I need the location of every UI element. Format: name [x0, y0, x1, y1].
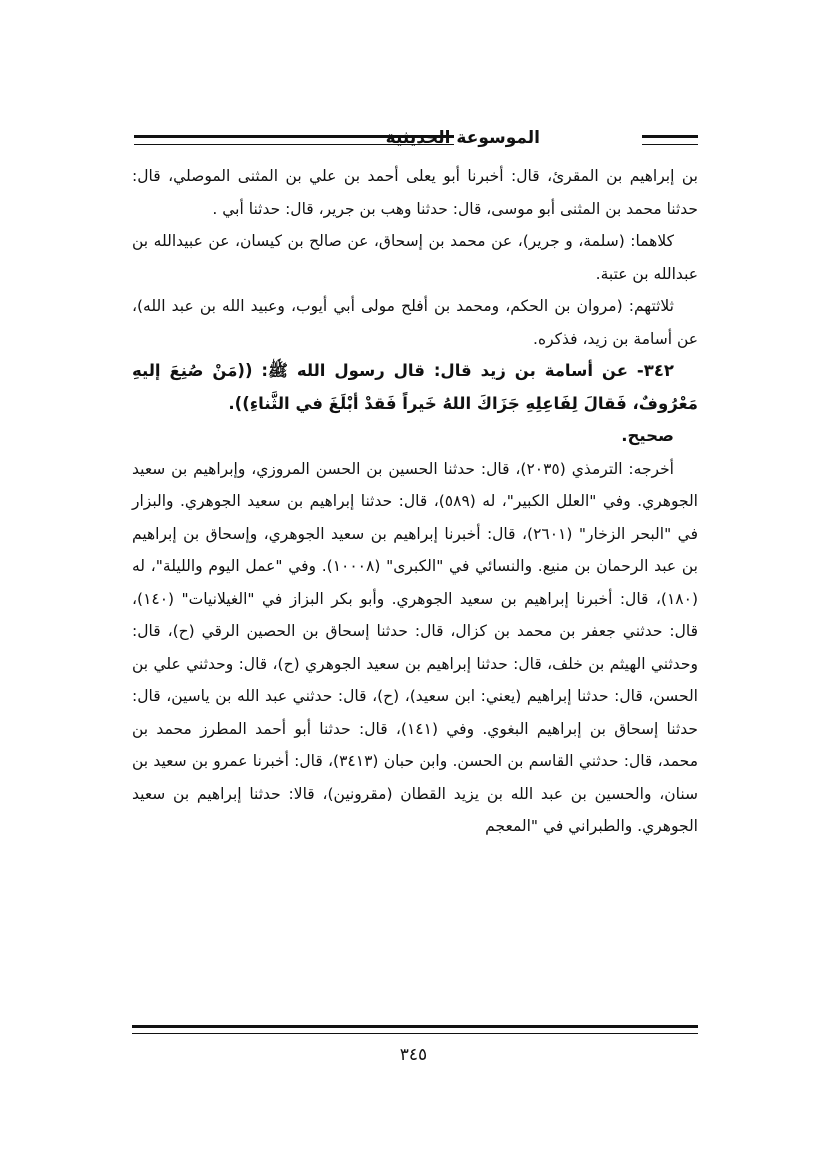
header-rule-left: [134, 135, 454, 145]
footer-rule: [132, 1025, 698, 1034]
hadith-text: ٣٤٢- عن أسامة بن زيد قال: قال رسول الله ﷺ: ((مَنْ صُنِعَ إليهِ مَعْرُوفٌ، فَقالَ لِفَاعِلِهِ جَزَاكَ اللهُ خَيراً فَقدْ أبْلَغَ في الثَّناءِ)).: [132, 361, 698, 413]
paragraph-both-chains: كلاهما: (سلمة، و جرير)، عن محمد بن إسحاق، عن صالح بن كيسان، عن عبيدالله بن عبدالله بن عتبة.: [132, 232, 698, 283]
page-number: ٣٤٥: [399, 1045, 428, 1065]
paragraph-three-narrators: ثلاثتهم: (مروان بن الحكم، ومحمد بن أفلح مولى أبي أيوب، وعبيد الله بن عبد الله)، عن أسامة بن زيد، فذكره.: [132, 297, 698, 348]
paragraph-chain-continuation: بن إبراهيم بن المقرئ، قال: أخبرنا أبو يعلى أحمد بن علي بن المثنى الموصلي، قال: حدثنا محمد بن المثنى أبو موسى، قال: حدثنا وهب بن جرير، قال: حدثنا أبي .: [132, 167, 698, 218]
paragraph-takhrij: أخرجه: الترمذي (٢٠٣٥)، قال: حدثنا الحسين بن الحسن المروزي، وإبراهيم بن سعيد الجوهري. وفي "العلل الكبير"، له (٥٨٩)، قال: حدثنا إبراهيم بن سعيد الجوهري. والبزار في "البحر الزخار" (٢٦٠١)، قال: أخبرنا إبراهيم بن سعيد الجوهري، وإسحاق بن إبراهيم بن عبد الرحمان بن منيع. والنسائي في "الكبرى" (١٠٠٠٨). وفي "عمل اليوم والليلة"، له (١٨٠)، قال: أخبرنا إبراهيم بن سعيد الجوهري. وأبو بكر البزاز في "الغيلانيات" (١٤٠)، قال: حدثني جعفر بن محمد بن كزال، قال: حدثنا إسحاق بن الحصين الرقي (ح)، قال: وحدثني الهيثم بن خلف، قال: حدثنا إبراهيم بن سعيد الجوهري (ح)، قال: وحدثني علي بن الحسن، قال: حدثنا إبراهيم (يعني: ابن سعيد)، (ح)، قال: حدثني عبد الله بن ياسين، قال: حدثنا إسحاق بن إبراهيم البغوي. وفي (١٤١)، قال: حدثنا أبو أحمد المطرز محمد بن محمد، قال: حدثني القاسم بن الحسن. وابن حبان (٣٤١٣)، قال: أخبرنا عمرو بن سعيد بن سنان، والحسين بن عبد الله بن يزيد القطان (مقرونين)، قالا: حدثنا إبراهيم بن سعيد الجوهري. والطبراني في "المعجم: [132, 459, 698, 835]
page-header: [134, 126, 698, 152]
hadith-grade: صحيح.: [621, 426, 674, 445]
page-header-title: الموسوعة الحديثية: [385, 128, 540, 148]
page-body: [132, 160, 698, 843]
header-rule-right: [642, 135, 698, 145]
